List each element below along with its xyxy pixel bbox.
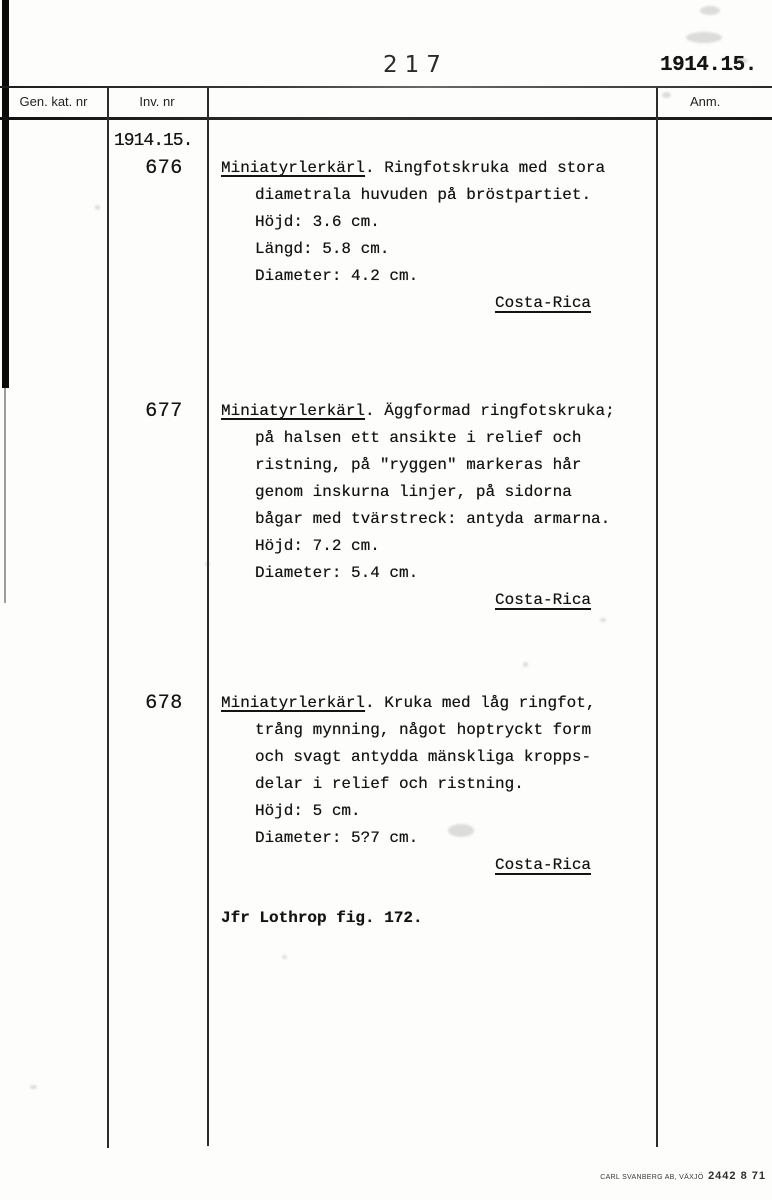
- entry-description: [221, 690, 657, 932]
- description-line: trång mynning, något hoptryckt form: [255, 721, 592, 739]
- inventory-year-label: 1914.15.: [114, 131, 193, 151]
- origin-row: [221, 290, 657, 317]
- origin-label: Costa-Rica: [495, 856, 592, 874]
- origin-label: Costa-Rica: [495, 294, 592, 312]
- reference-note: Jfr Lothrop fig. 172.: [221, 909, 423, 927]
- scan-speck: [523, 662, 528, 667]
- printer-code: 2442 8 71: [708, 1170, 766, 1182]
- column-header-anm: Anm.: [690, 94, 721, 109]
- column-divider-2: [207, 88, 209, 1146]
- printer-name: CARL SVANBERG AB, VÄXJÖ: [600, 1174, 704, 1181]
- description-line: på halsen ett ansikte i relief och: [255, 429, 582, 447]
- measurement-line: Längd: 5.8 cm.: [255, 240, 390, 258]
- entry-title-rest: . Äggformad ringfotskruka;: [365, 402, 615, 420]
- year-reference: 1914.15.: [660, 54, 757, 77]
- origin-row: [221, 587, 657, 614]
- entry-title: Miniatyrlerkärl: [221, 694, 366, 712]
- measurement-line: Höjd: 5 cm.: [255, 802, 361, 820]
- entry-description: [221, 155, 657, 317]
- description-line: ristning, på "ryggen" markeras hår: [255, 456, 582, 474]
- measurement-line: Diameter: 5?7 cm.: [255, 829, 419, 847]
- scan-speck: [30, 1085, 37, 1089]
- entry-title: Miniatyrlerkärl: [221, 159, 366, 177]
- scan-speck: [448, 824, 474, 837]
- description-line: diametrala huvuden på bröstpartiet.: [255, 186, 592, 204]
- inventory-number: 678: [145, 692, 183, 715]
- description-line: [221, 155, 657, 182]
- entry-title-rest: . Ringfotskruka med stora: [365, 159, 606, 177]
- scan-speck: [282, 955, 287, 959]
- description-line: [221, 398, 657, 425]
- column-header-inv-nr: Inv. nr: [139, 94, 175, 109]
- page-number: 217: [383, 52, 448, 78]
- measurement-line: Höjd: 3.6 cm.: [255, 213, 380, 231]
- entry-description: [221, 398, 657, 614]
- scan-speck: [205, 562, 210, 566]
- inventory-number: 677: [145, 400, 183, 423]
- entry-title: Miniatyrlerkärl: [221, 402, 366, 420]
- origin-row: [221, 852, 657, 879]
- measurement-line: Diameter: 4.2 cm.: [255, 267, 419, 285]
- binding-bar-faint: [4, 388, 6, 603]
- inventory-number: 676: [145, 157, 183, 180]
- description-line: bågar med tvärstreck: antyda armarna.: [255, 510, 611, 528]
- origin-label: Costa-Rica: [495, 591, 592, 609]
- measurement-line: Diameter: 5.4 cm.: [255, 564, 419, 582]
- column-header-gen-kat-nr: Gen. kat. nr: [19, 94, 88, 109]
- description-line: [221, 690, 657, 717]
- description-line: genom inskurna linjer, på sidorna: [255, 483, 572, 501]
- scan-speck: [700, 6, 720, 15]
- measurement-line: Höjd: 7.2 cm.: [255, 537, 380, 555]
- column-divider-1: [107, 88, 109, 1148]
- binding-bar: [2, 0, 9, 388]
- printer-mark: [600, 1166, 766, 1184]
- description-line: och svagt antydda mänskliga kropps-: [255, 748, 592, 766]
- description-line: delar i relief och ristning.: [255, 775, 524, 793]
- scan-speck: [736, 58, 748, 64]
- scan-speck: [662, 92, 671, 98]
- scan-speck: [686, 32, 722, 43]
- scan-speck: [95, 205, 100, 210]
- scan-speck: [600, 618, 606, 622]
- entry-title-rest: . Kruka med låg ringfot,: [365, 694, 596, 712]
